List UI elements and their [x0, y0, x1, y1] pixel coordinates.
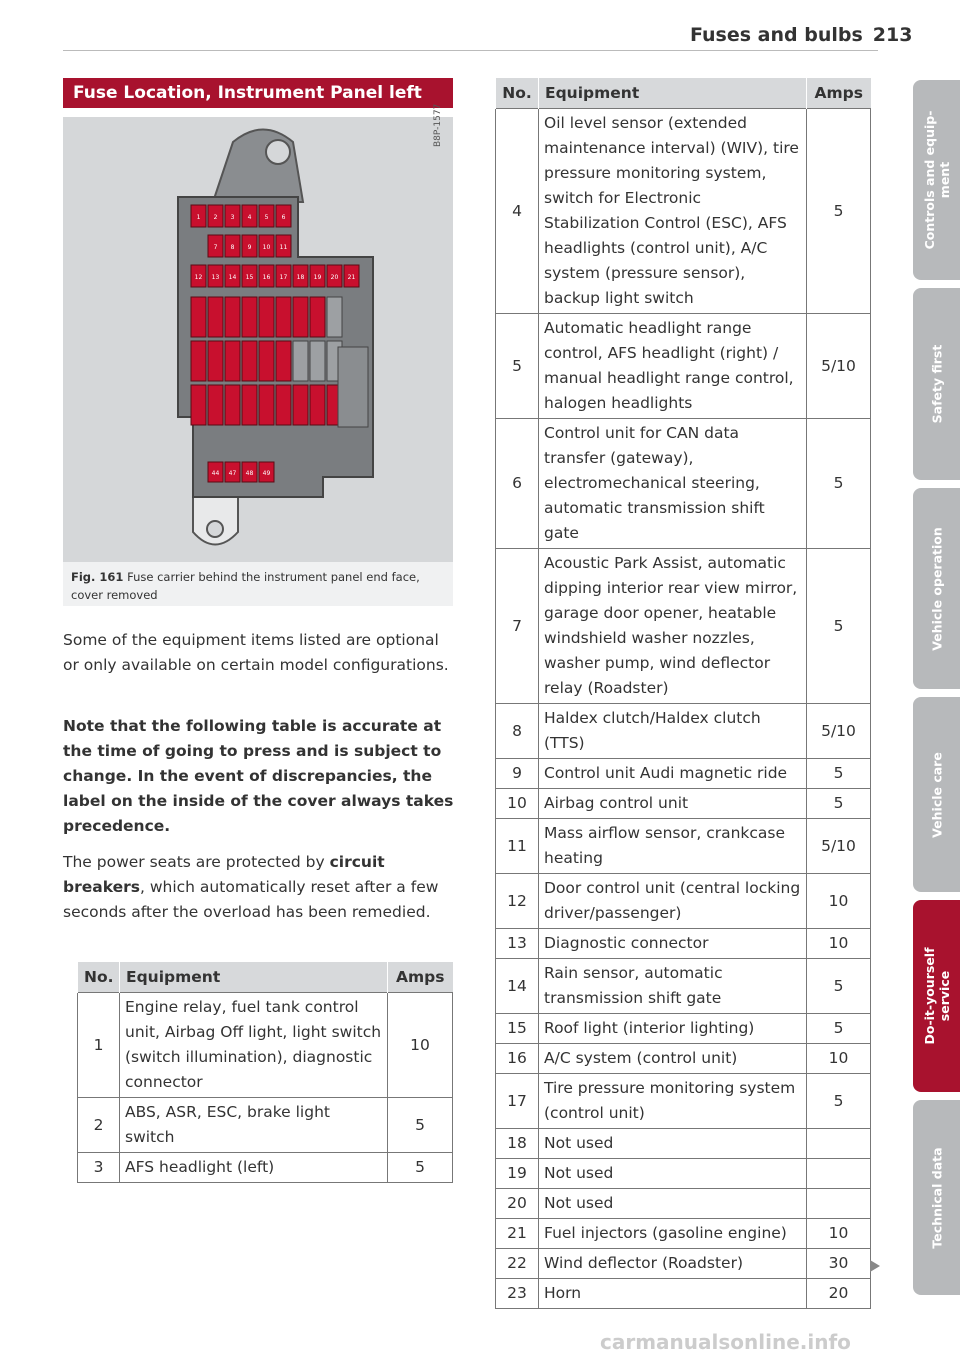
fuse-number-label: 47	[228, 470, 237, 477]
fuse-number-label: 16	[262, 274, 271, 281]
fuse-equipment: Control unit for CAN data transfer (gateway), electromechanical steering, automatic transmission shift gate	[539, 419, 807, 549]
fuse-equipment: Airbag control unit	[539, 789, 807, 819]
fuse-number-label: 7	[213, 244, 218, 251]
fuse-number: 8	[496, 704, 539, 759]
col-amps-header: Amps	[807, 78, 871, 109]
fuse	[259, 297, 274, 337]
fuse-number: 21	[496, 1219, 539, 1249]
fuse-equipment: Horn	[539, 1279, 807, 1309]
fuse-number: 9	[496, 759, 539, 789]
fuse-amps	[807, 1189, 871, 1219]
fuse-carrier-illustration	[63, 117, 453, 562]
chapter-tab[interactable]	[913, 288, 960, 480]
breakers-bold: circuit breakers	[63, 853, 385, 896]
fuse-amps: 10	[807, 929, 871, 959]
chapter-tab[interactable]	[913, 488, 960, 689]
fuse-number: 14	[496, 959, 539, 1014]
fuse-amps: 30	[807, 1249, 871, 1279]
fuse-number: 5	[496, 314, 539, 419]
fuse-amps: 10	[388, 993, 453, 1098]
fuse-equipment: Not used	[539, 1129, 807, 1159]
fuse	[276, 385, 291, 425]
fuse-equipment: Door control unit (central locking driver/passenger)	[539, 874, 807, 929]
table-row	[496, 759, 871, 789]
empty-fuse-slot	[310, 341, 325, 381]
fuse	[208, 297, 223, 337]
fuse-number: 10	[496, 789, 539, 819]
col-no-header: No.	[496, 78, 539, 109]
table-row	[496, 1189, 871, 1219]
fuse-amps: 5	[807, 1014, 871, 1044]
chapter-tab-label: Do-it-yourself service	[921, 947, 952, 1045]
fuse-equipment: Control unit Audi magnetic ride	[539, 759, 807, 789]
intro-paragraph: Some of the equipment items listed are optional or only available on certain model configurations.	[63, 631, 449, 674]
empty-fuse-slot	[327, 297, 342, 337]
fuse-equipment: Oil level sensor (extended maintenance interval) (WIV), tire pressure monitoring system, switch for Electronic Stabilization Control (ESC), AFS headlights (control unit), A/C system (pressure sensor), backup light switch	[539, 109, 807, 314]
fuse-equipment: Engine relay, fuel tank control unit, Airbag Off light, light switch (switch illumination), diagnostic connector	[120, 993, 388, 1098]
fuse	[191, 297, 206, 337]
fuse	[242, 341, 257, 381]
fuse-equipment: Acoustic Park Assist, automatic dipping interior rear view mirror, garage door opener, heatable windshield washer nozzles, washer pump, wind deflector relay (Roadster)	[539, 549, 807, 704]
fuse-amps: 5	[807, 109, 871, 314]
fuse-amps: 5	[807, 789, 871, 819]
breakers-text-before: The power seats are protected by	[63, 853, 330, 871]
fuse-equipment: A/C system (control unit)	[539, 1044, 807, 1074]
table-row	[496, 1249, 871, 1279]
fuse-number-label: 20	[330, 274, 339, 281]
fuse-amps: 5	[807, 1074, 871, 1129]
fuse-number: 16	[496, 1044, 539, 1074]
fuse	[225, 341, 240, 381]
table-row	[496, 1074, 871, 1129]
caption-text: Fuse carrier behind the instrument panel end face, cover removed	[71, 570, 420, 602]
fuse-equipment: Fuel injectors (gasoline engine)	[539, 1219, 807, 1249]
fuse-equipment: Haldex clutch/Haldex clutch (TTS)	[539, 704, 807, 759]
fuse-number-label: 48	[245, 470, 254, 477]
fuse-number: 6	[496, 419, 539, 549]
fuse	[276, 341, 291, 381]
table-row	[496, 789, 871, 819]
fuse-equipment: Diagnostic connector	[539, 929, 807, 959]
fuse-table-right	[495, 78, 871, 1309]
fuse-number: 22	[496, 1249, 539, 1279]
fuse-number-label: 1	[196, 214, 201, 221]
fuse	[242, 297, 257, 337]
page-number: 213	[872, 24, 913, 46]
chapter-tab-label: Controls and equip- ment	[921, 110, 952, 250]
figure-code: B8P-1577	[433, 103, 443, 147]
fuse-amps	[807, 1129, 871, 1159]
chapter-tab[interactable]	[913, 1100, 960, 1295]
fuse-number: 12	[496, 874, 539, 929]
fuse-amps: 5	[807, 549, 871, 704]
fuse-equipment: Rain sensor, automatic transmission shift gate	[539, 959, 807, 1014]
table-row	[496, 959, 871, 1014]
fuse-number-label: 3	[230, 214, 235, 221]
fuse-table-left	[77, 962, 453, 1183]
caption-label: Fig. 161	[71, 570, 124, 584]
fuse-number-label: 2	[213, 214, 218, 221]
table-row	[496, 314, 871, 419]
chapter-title: Fuses and bulbs	[690, 24, 863, 46]
fuse-number-label: 15	[245, 274, 254, 281]
chapter-tab-label: Vehicle operation	[929, 526, 944, 651]
fuse-equipment: AFS headlight (left)	[120, 1153, 388, 1183]
fuse-equipment: Not used	[539, 1189, 807, 1219]
table-row	[78, 993, 453, 1098]
chapter-tab[interactable]	[913, 697, 960, 892]
fuse-number-label: 17	[279, 274, 288, 281]
fuse	[293, 297, 308, 337]
fuse-number: 23	[496, 1279, 539, 1309]
continued-arrow-icon	[870, 1260, 880, 1272]
chapter-tab[interactable]	[913, 80, 960, 280]
fuse-amps: 5	[388, 1153, 453, 1183]
figure-caption	[71, 568, 449, 604]
fuse-number-label: 5	[264, 214, 269, 221]
fuse-number: 7	[496, 549, 539, 704]
table-row	[78, 1098, 453, 1153]
fuse	[191, 341, 206, 381]
fuse	[225, 385, 240, 425]
fuse-number-label: 49	[262, 470, 271, 477]
fuse-amps: 5	[807, 419, 871, 549]
fuse-number-label: 18	[296, 274, 305, 281]
fuse	[191, 385, 206, 425]
fuse-amps: 5/10	[807, 704, 871, 759]
table-row	[496, 874, 871, 929]
fuse-amps	[807, 1159, 871, 1189]
fuse-amps: 5/10	[807, 819, 871, 874]
fuse-number-label: 9	[247, 244, 252, 251]
fuse	[225, 297, 240, 337]
table-row	[496, 109, 871, 314]
fuse-number-label: 14	[228, 274, 237, 281]
col-equipment-header: Equipment	[539, 78, 807, 109]
fuse-number-label: 44	[211, 470, 220, 477]
mounting-tab-top	[213, 130, 303, 203]
fuse-number: 2	[78, 1098, 120, 1153]
chapter-tab-label: Vehicle care	[929, 751, 944, 838]
figure-image-area	[63, 103, 453, 562]
fuse	[293, 385, 308, 425]
fuse-number: 13	[496, 929, 539, 959]
fuse-number: 19	[496, 1159, 539, 1189]
table-row	[496, 419, 871, 549]
section-heading: Fuse Location, Instrument Panel left	[63, 78, 453, 108]
chapter-tab[interactable]	[913, 900, 960, 1092]
fuse-amps: 10	[807, 1219, 871, 1249]
fuse-number-label: 21	[347, 274, 356, 281]
relay-block	[338, 347, 368, 427]
fuse	[259, 385, 274, 425]
figure	[63, 103, 453, 606]
mounting-hole	[207, 521, 223, 537]
watermark: carmanualsonline.info	[600, 1330, 851, 1354]
fuse-number-label: 12	[194, 274, 203, 281]
fuse-number: 4	[496, 109, 539, 314]
breakers-text-after: , which automatically reset after a few seconds after the overload has been remedied.	[63, 878, 439, 921]
table-row	[496, 819, 871, 874]
fuse-number-label: 13	[211, 274, 220, 281]
fuse-equipment: Wind deflector (Roadster)	[539, 1249, 807, 1279]
table-row	[496, 1279, 871, 1309]
header-rule	[63, 50, 878, 51]
fuse	[310, 297, 325, 337]
chapter-tab-label: Safety first	[929, 344, 944, 424]
fuse-equipment: Not used	[539, 1159, 807, 1189]
fuse-equipment: Roof light (interior lighting)	[539, 1014, 807, 1044]
fuse-amps: 5	[388, 1098, 453, 1153]
fuse-equipment: ABS, ASR, ESC, brake light switch	[120, 1098, 388, 1153]
fuse	[208, 341, 223, 381]
col-amps-header: Amps	[388, 962, 453, 993]
fuse-number: 20	[496, 1189, 539, 1219]
col-no-header: No.	[78, 962, 120, 993]
breakers-paragraph	[63, 850, 455, 925]
fuse-amps: 10	[807, 874, 871, 929]
table-row	[496, 1159, 871, 1189]
fuse-equipment: Mass airflow sensor, crankcase heating	[539, 819, 807, 874]
fuse-number: 3	[78, 1153, 120, 1183]
fuse	[276, 297, 291, 337]
fuse-equipment: Automatic headlight range control, AFS headlight (right) / manual headlight range control, halogen headlights	[539, 314, 807, 419]
fuse-number: 11	[496, 819, 539, 874]
fuse-number: 18	[496, 1129, 539, 1159]
table-row	[496, 1014, 871, 1044]
fuse-number-label: 19	[313, 274, 322, 281]
fuse-amps: 5	[807, 759, 871, 789]
fuse	[242, 385, 257, 425]
chapter-tab-label: Technical data	[929, 1146, 944, 1249]
fuse-number: 15	[496, 1014, 539, 1044]
empty-fuse-slot	[293, 341, 308, 381]
table-row	[496, 929, 871, 959]
fuse-number-label: 6	[281, 214, 286, 221]
table-row	[496, 704, 871, 759]
table-row	[496, 549, 871, 704]
running-header	[690, 24, 912, 46]
fuse-number: 1	[78, 993, 120, 1098]
table-row	[496, 1219, 871, 1249]
fuse	[208, 385, 223, 425]
note-paragraph	[63, 714, 455, 839]
note-text: Note that the following table is accurate at the time of going to press and is subject to change. In the event of discrepancies, the label on the inside of the cover always takes precedence.	[63, 717, 454, 835]
fuse-amps: 10	[807, 1044, 871, 1074]
fuse-amps: 20	[807, 1279, 871, 1309]
fuse-number: 17	[496, 1074, 539, 1129]
fuse-number-label: 10	[262, 244, 271, 251]
fuse-number-label: 4	[247, 214, 252, 221]
fuse-number-label: 11	[279, 244, 288, 251]
table-row	[78, 1153, 453, 1183]
table-row	[496, 1129, 871, 1159]
fuse-amps: 5	[807, 959, 871, 1014]
table-row	[496, 1044, 871, 1074]
mounting-hole	[266, 140, 290, 164]
fuse-number-label: 8	[230, 244, 235, 251]
col-equipment-header: Equipment	[120, 962, 388, 993]
fuse-equipment: Tire pressure monitoring system (control unit)	[539, 1074, 807, 1129]
fuse	[259, 341, 274, 381]
fuse-amps: 5/10	[807, 314, 871, 419]
fuse	[310, 385, 325, 425]
